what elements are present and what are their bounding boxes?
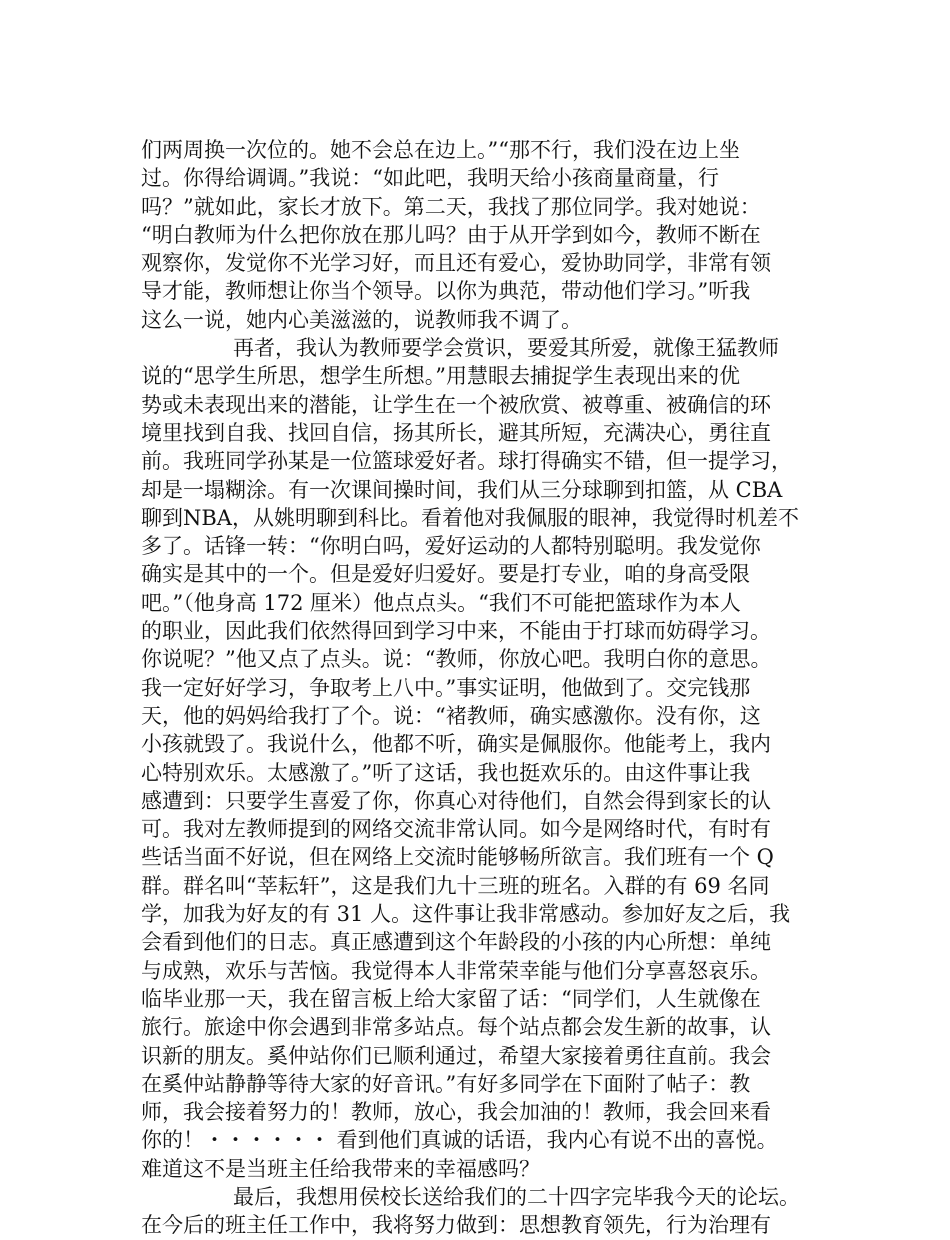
text-line: 你的！・・・・・・ 看到他们真诚的话语，我内心有说不出的喜悦。 <box>141 1128 778 1153</box>
text-line: 心特别欢乐。太感激了。”听了这话，我也挺欢乐的。由这件事让我 <box>141 760 751 785</box>
text-line: 些话当面不好说，但在网络上交流时能够畅所欲言。我们班有一个 Q <box>141 845 774 870</box>
text-line: 聊到NBA，从姚明聊到科比。看着他对我佩服的眼神，我觉得时机差不 <box>141 505 799 530</box>
text-line: 这么一说，她内心美滋滋的，说教师我不调了。 <box>141 307 582 332</box>
text-line: 境里找到自我、找回自信，扬其所长，避其所短，充满决心，勇往直 <box>141 420 771 445</box>
text-line: 天，他的妈妈给我打了个。说：“褚教师，确实感激你。没有你，这 <box>141 703 761 728</box>
text-line: 我一定好好学习，争取考上八中。”事实证明，他做到了。交完钱那 <box>141 675 751 700</box>
text-line: 确实是其中的一个。但是爱好归爱好。要是打专业，咱的身高受限 <box>141 562 750 587</box>
text-line: 势或未表现出来的潜能，让学生在一个被欣赏、被尊重、被确信的环 <box>141 392 771 417</box>
text-line: 在今后的班主任工作中，我将努力做到：思想教育领先，行为治理有 <box>141 1213 771 1238</box>
paragraph-first-line: 最后，我想用侯校长送给我们的二十四字完毕我今天的论坛。 <box>233 1184 800 1209</box>
text-line: 多了。话锋一转：“你明白吗，爱好运动的人都特别聪明。我发觉你 <box>141 534 761 559</box>
text-line: 过。你得给调调。”我说：“如此吧，我明天给小孩商量商量，行 <box>141 166 719 191</box>
text-line: 旅行。旅途中你会遇到非常多站点。每个站点都会发生新的故事，认 <box>141 1015 771 1040</box>
text-line: 导才能，教师想让你当个领导。以你为典范，带动他们学习。”听我 <box>141 279 751 304</box>
text-line: 却是一塌糊涂。有一次课间操时间，我们从三分球聊到扣篮，从 CBA <box>141 477 783 502</box>
text-line: 吧。”（他身高 172 厘米）他点点头。“我们不可能把篮球作为本人 <box>141 590 741 615</box>
text-line: 学，加我为好友的有 31 人。这件事让我非常感动。参加好友之后，我 <box>141 902 791 927</box>
text-line: 会看到他们的日志。真正感遭到这个年龄段的小孩的内心所想：单纯 <box>141 930 771 955</box>
text-line: 说的“思学生所思，想学生所想。”用慧眼去捕捉学生表现出来的优 <box>141 364 740 389</box>
text-line: 小孩就毁了。我说什么，他都不听，确实是佩服你。他能考上，我内 <box>141 732 771 757</box>
text-line: 观察你，发觉你不光学习好，而且还有爱心，爱协助同学，非常有领 <box>141 251 771 276</box>
text-line: 与成熟，欢乐与苦恼。我觉得本人非常荣幸能与他们分享喜怒哀乐。 <box>141 958 771 983</box>
text-line: 你说呢？”他又点了点头。说：“教师，你放心吧。我明白你的意思。 <box>141 647 772 672</box>
text-line: 识新的朋友。奚仲站你们已顺利通过，希望大家接着勇往直前。我会 <box>141 1043 771 1068</box>
text-line: 们两周换一次位的。她不会总在边上。”“那不行，我们没在边上坐 <box>141 138 740 162</box>
body-text <box>141 136 821 1240</box>
text-line: “明白教师为什么把你放在那儿吗？由于从开学到如今，教师不断在 <box>141 222 761 247</box>
text-line: 临毕业那一天，我在留言板上给大家留了话：“同学们，人生就像在 <box>141 986 761 1011</box>
text-line: 在奚仲站静静等待大家的好音讯。”有好多同学在下面附了帖子：教 <box>141 1071 751 1096</box>
text-line: 感遭到：只要学生喜爱了你，你真心对待他们，自然会得到家长的认 <box>141 788 771 813</box>
text-line: 吗？”就如此，家长才放下。第二天，我找了那位同学。我对她说： <box>141 194 761 219</box>
text-line: 师，我会接着努力的！教师，放心，我会加油的！教师，我会回来看 <box>141 1100 771 1125</box>
text-line: 群。群名叫“莘耘轩”，这是我们九十三班的班名。入群的有 69 名同 <box>141 873 770 898</box>
text-line: 难道这不是当班主任给我带来的幸福感吗？ <box>141 1156 540 1181</box>
paragraph-first-line: 再者，我认为教师要学会赏识，要爱其所爱，就像王猛教师 <box>233 336 779 361</box>
text-line: 的职业，因此我们依然得回到学习中来，不能由于打球而妨碍学习。 <box>141 619 771 644</box>
text-line: 可。我对左教师提到的网络交流非常认同。如今是网络时代，有时有 <box>141 817 771 842</box>
text-line: 前。我班同学孙某是一位篮球爱好者。球打得确实不错，但一提学习， <box>141 449 792 474</box>
